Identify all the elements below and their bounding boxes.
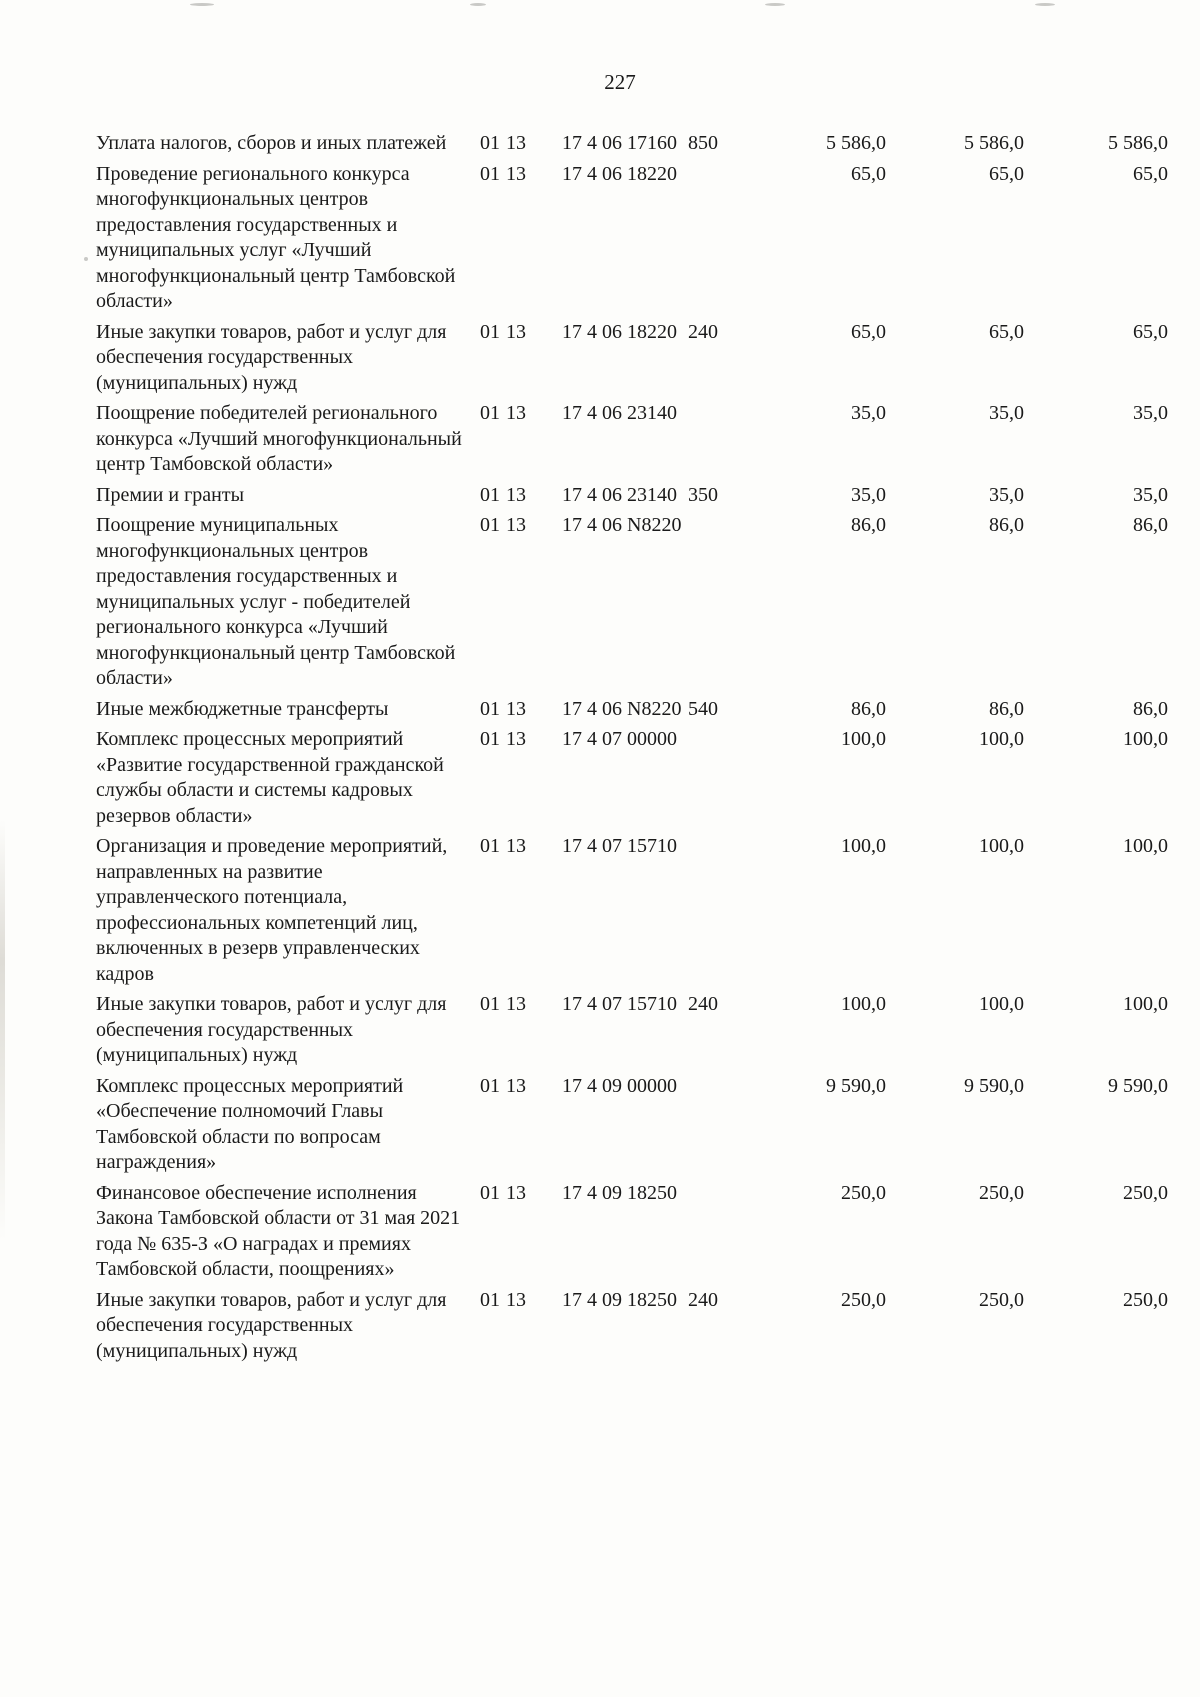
target-article-cell: 17 4 07 00000 bbox=[562, 728, 677, 750]
expense-type-cell bbox=[676, 401, 738, 483]
budget-item-name-cell: Премии и гранты bbox=[96, 483, 245, 506]
amount-year-1-cell: 250,0 bbox=[841, 1181, 886, 1204]
subsection-code-cell: 13 bbox=[506, 483, 526, 506]
expense-type-cell bbox=[676, 162, 738, 320]
amount-year-2-cell: 86,0 bbox=[989, 697, 1024, 720]
section-code-cell: 01 bbox=[480, 162, 500, 185]
target-article-cell: 17 4 06 N8220 bbox=[562, 514, 682, 536]
expense-type-cell: 240 bbox=[688, 320, 718, 343]
section-code-cell: 01 bbox=[480, 320, 500, 343]
subsection-code-cell: 13 bbox=[506, 162, 526, 185]
subsection-code-cell: 13 bbox=[506, 402, 526, 424]
expense-type-cell: 350 bbox=[688, 483, 718, 506]
amount-year-1-cell: 100,0 bbox=[841, 835, 886, 857]
budget-item-name-cell: Комплекс процессных мероприятий «Обеспечение полномочий Главы Тамбовской области по вопросам награждения» bbox=[96, 1074, 404, 1173]
section-code-cell: 01 bbox=[480, 1074, 500, 1097]
amount-year-2-cell: 250,0 bbox=[979, 1288, 1024, 1311]
table-row bbox=[96, 401, 1168, 483]
amount-year-3-cell: 65,0 bbox=[1133, 162, 1168, 185]
table-row bbox=[96, 1288, 1168, 1370]
table-row bbox=[96, 320, 1168, 402]
expense-type-cell bbox=[676, 834, 738, 992]
target-article-cell: 17 4 07 15710 bbox=[562, 993, 677, 1015]
target-article-cell: 17 4 07 15710 bbox=[562, 835, 677, 857]
scan-speck bbox=[470, 3, 486, 6]
subsection-code-cell: 13 bbox=[506, 132, 526, 154]
budget-item-name-cell: Иные закупки товаров, работ и услуг для обеспечения государственных (муниципальных) нужд bbox=[96, 320, 447, 394]
section-code-cell: 01 bbox=[480, 697, 500, 720]
amount-year-2-cell: 100,0 bbox=[979, 993, 1024, 1015]
budget-item-name-cell: Комплекс процессных мероприятий «Развитие государственной гражданской службы области и системы кадровых резервов области» bbox=[96, 728, 444, 827]
table-row bbox=[96, 697, 1168, 728]
section-code-cell: 01 bbox=[480, 993, 500, 1015]
section-code-cell: 01 bbox=[480, 1288, 500, 1311]
budget-table-body bbox=[96, 131, 1168, 1369]
scan-edge-shadow bbox=[0, 820, 5, 1240]
section-code-cell: 01 bbox=[480, 132, 500, 154]
table-row bbox=[96, 834, 1168, 992]
table-row bbox=[96, 727, 1168, 834]
amount-year-2-cell: 35,0 bbox=[989, 402, 1024, 424]
expense-type-cell: 540 bbox=[688, 697, 718, 720]
scan-speck bbox=[1035, 3, 1055, 6]
target-article-cell: 17 4 06 N8220 bbox=[562, 697, 682, 720]
budget-item-name-cell: Уплата налогов, сборов и иных платежей bbox=[96, 132, 447, 154]
expense-type-cell: 850 bbox=[688, 132, 718, 154]
amount-year-3-cell: 100,0 bbox=[1123, 993, 1168, 1015]
subsection-code-cell: 13 bbox=[506, 1181, 526, 1204]
amount-year-3-cell: 35,0 bbox=[1133, 483, 1168, 506]
amount-year-3-cell: 35,0 bbox=[1133, 402, 1168, 424]
budget-table bbox=[96, 131, 1168, 1369]
amount-year-2-cell: 5 586,0 bbox=[964, 132, 1024, 154]
target-article-cell: 17 4 06 23140 bbox=[562, 483, 677, 506]
budget-item-name-cell: Финансовое обеспечение исполнения Закона Тамбовской области от 31 мая 2021 года № 635-З «О наградах и премиях Тамбовской области, поощрениях» bbox=[96, 1181, 461, 1280]
subsection-code-cell: 13 bbox=[506, 320, 526, 343]
scan-speck bbox=[765, 3, 785, 6]
table-row bbox=[96, 131, 1168, 162]
table-row bbox=[96, 1181, 1168, 1288]
table-row bbox=[96, 483, 1168, 514]
amount-year-2-cell: 250,0 bbox=[979, 1181, 1024, 1204]
budget-item-name-cell: Проведение регионального конкурса многофункциональных центров предоставления государственных и муниципальных услуг «Лучший многофункциональный центр Тамбовской области» bbox=[96, 162, 456, 312]
table-row bbox=[96, 162, 1168, 320]
budget-item-name-cell: Поощрение муниципальных многофункциональных центров предоставления государственных и муниципальных услуг - победителей регионального конкурса «Лучший многофункциональный центр Тамбовской области» bbox=[96, 514, 456, 689]
amount-year-3-cell: 100,0 bbox=[1123, 728, 1168, 750]
amount-year-3-cell: 250,0 bbox=[1123, 1288, 1168, 1311]
amount-year-1-cell: 86,0 bbox=[851, 697, 886, 720]
target-article-cell: 17 4 09 18250 bbox=[562, 1181, 677, 1204]
amount-year-2-cell: 100,0 bbox=[979, 728, 1024, 750]
budget-item-name-cell: Организация и проведение мероприятий, направленных на развитие управленческого потенциала, профессиональных компетенций лиц, включенных в резерв управленческих кадров bbox=[96, 835, 448, 985]
scan-speck bbox=[190, 3, 214, 6]
subsection-code-cell: 13 bbox=[506, 1074, 526, 1097]
subsection-code-cell: 13 bbox=[506, 514, 526, 536]
amount-year-1-cell: 65,0 bbox=[851, 320, 886, 343]
expense-type-cell bbox=[676, 1181, 738, 1288]
amount-year-2-cell: 35,0 bbox=[989, 483, 1024, 506]
section-code-cell: 01 bbox=[480, 728, 500, 750]
subsection-code-cell: 13 bbox=[506, 697, 526, 720]
section-code-cell: 01 bbox=[480, 402, 500, 424]
target-article-cell: 17 4 06 17160 bbox=[562, 132, 677, 154]
amount-year-1-cell: 250,0 bbox=[841, 1288, 886, 1311]
amount-year-1-cell: 35,0 bbox=[851, 402, 886, 424]
amount-year-1-cell: 100,0 bbox=[841, 728, 886, 750]
amount-year-3-cell: 100,0 bbox=[1123, 835, 1168, 857]
expense-type-cell bbox=[676, 513, 738, 697]
amount-year-3-cell: 9 590,0 bbox=[1108, 1074, 1168, 1097]
amount-year-2-cell: 65,0 bbox=[989, 320, 1024, 343]
budget-item-name-cell: Иные закупки товаров, работ и услуг для обеспечения государственных (муниципальных) нужд bbox=[96, 993, 447, 1066]
amount-year-1-cell: 65,0 bbox=[851, 162, 886, 185]
page-number: 227 bbox=[604, 70, 636, 94]
target-article-cell: 17 4 09 18250 bbox=[562, 1288, 677, 1311]
subsection-code-cell: 13 bbox=[506, 728, 526, 750]
amount-year-2-cell: 65,0 bbox=[989, 162, 1024, 185]
subsection-code-cell: 13 bbox=[506, 1288, 526, 1311]
amount-year-1-cell: 35,0 bbox=[851, 483, 886, 506]
amount-year-3-cell: 5 586,0 bbox=[1108, 132, 1168, 154]
budget-item-name-cell: Иные межбюджетные трансферты bbox=[96, 697, 389, 720]
amount-year-2-cell: 86,0 bbox=[989, 514, 1024, 536]
subsection-code-cell: 13 bbox=[506, 993, 526, 1015]
budget-item-name-cell: Иные закупки товаров, работ и услуг для обеспечения государственных (муниципальных) нужд bbox=[96, 1288, 447, 1362]
section-code-cell: 01 bbox=[480, 1181, 500, 1204]
section-code-cell: 01 bbox=[480, 514, 500, 536]
amount-year-2-cell: 9 590,0 bbox=[964, 1074, 1024, 1097]
amount-year-1-cell: 100,0 bbox=[841, 993, 886, 1015]
expense-type-cell bbox=[676, 727, 738, 834]
section-code-cell: 01 bbox=[480, 483, 500, 506]
amount-year-3-cell: 86,0 bbox=[1133, 514, 1168, 536]
expense-type-cell bbox=[676, 1074, 738, 1181]
amount-year-1-cell: 5 586,0 bbox=[826, 132, 886, 154]
table-row bbox=[96, 1074, 1168, 1181]
amount-year-1-cell: 9 590,0 bbox=[826, 1074, 886, 1097]
target-article-cell: 17 4 09 00000 bbox=[562, 1074, 677, 1097]
expense-type-cell: 240 bbox=[688, 993, 718, 1015]
table-row bbox=[96, 513, 1168, 697]
target-article-cell: 17 4 06 18220 bbox=[562, 320, 677, 343]
amount-year-3-cell: 250,0 bbox=[1123, 1181, 1168, 1204]
target-article-cell: 17 4 06 23140 bbox=[562, 402, 677, 424]
amount-year-2-cell: 100,0 bbox=[979, 835, 1024, 857]
scan-speck bbox=[84, 257, 88, 261]
table-row bbox=[96, 992, 1168, 1074]
amount-year-1-cell: 86,0 bbox=[851, 514, 886, 536]
target-article-cell: 17 4 06 18220 bbox=[562, 162, 677, 185]
amount-year-3-cell: 86,0 bbox=[1133, 697, 1168, 720]
expense-type-cell: 240 bbox=[688, 1288, 718, 1311]
amount-year-3-cell: 65,0 bbox=[1133, 320, 1168, 343]
subsection-code-cell: 13 bbox=[506, 835, 526, 857]
budget-item-name-cell: Поощрение победителей регионального конкурса «Лучший многофункциональный центр Тамбовской области» bbox=[96, 402, 462, 475]
section-code-cell: 01 bbox=[480, 835, 500, 857]
